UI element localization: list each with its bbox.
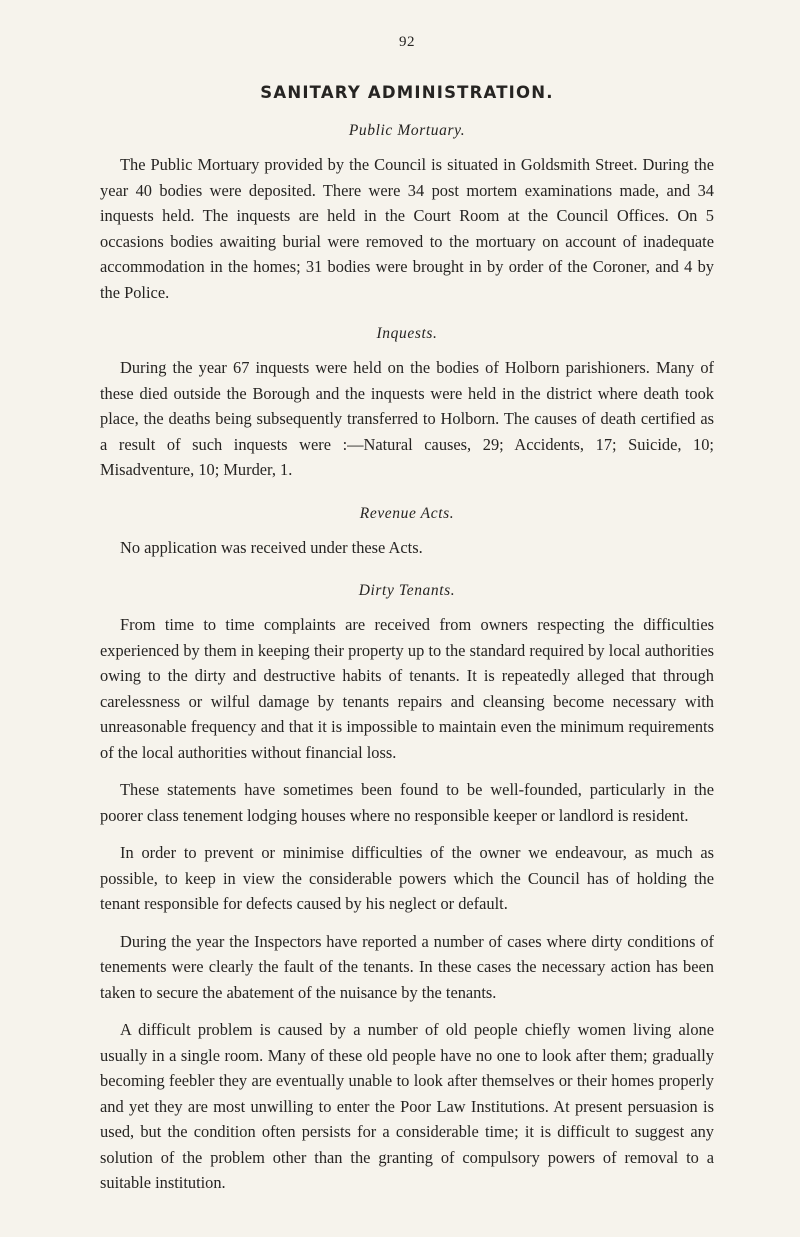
section-heading-dirty-tenants: Dirty Tenants. — [358, 582, 456, 599]
paragraph-dirty-tenants-2: These statements have sometimes been found to be well-founded, particularly in the poorer class tenement lodging houses where no responsible keeper or landlord is resident. — [100, 780, 714, 825]
paragraph-dirty-tenants-5: A difficult problem is caused by a number of old people chiefly women living alone usually in a single room. Many of these old people have no one to look after them; gradually becoming feebler they are eventually unable to look after themselves or their homes properly and yet they are most unwilling to enter the Poor Law Institutions. At present persuasion is used, but the condition often persists for a considerable time; it is difficult to suggest any solution of the problem other than the granting of compulsory powers of removal to a suitable institution. — [100, 1020, 714, 1192]
page-title: SANITARY ADMINISTRATION. — [260, 83, 554, 102]
paragraph-dirty-tenants-3: In order to prevent or minimise difficulties of the owner we endeavour, as much as possible, to keep in view the considerable powers which the Council has of holding the tenant responsible for defects caused by his neglect or default. — [100, 843, 714, 913]
section-heading-revenue-acts: Revenue Acts. — [359, 504, 455, 522]
paragraph-dirty-tenants-1: From time to time complaints are received from owners respecting the difficulties experienced by them in keeping their property up to the standard required by local authorities owing to the dirty and destructive habits of tenants. It is repeatedly alleged that through carelessness or wilful damage by tenants repairs and cleansing become necessary with unreasonable frequency and that it is impossible to maintain even the minimum requirements of the local authorities without financial loss. — [100, 615, 714, 762]
paragraph-revenue-acts: No application was received under these Acts. — [120, 537, 423, 557]
page-number: 92 — [399, 34, 415, 50]
paragraph-public-mortuary: The Public Mortuary provided by the Council is situated in Goldsmith Street. During the year 40 bodies were deposited. There were 34 post mortem examinations made, and 34 inquests held. The inquests are held in the Court Room at the Council Offices. On 5 occasions bodies awaiting burial were removed to the mortuary on account of inadequate accommodation in the homes; 31 bodies were brought in by order of the Coroner, and 4 by the Police. — [100, 155, 714, 302]
paragraph-dirty-tenants-4: During the year the Inspectors have reported a number of cases where dirty conditions of tenements were clearly the fault of the tenants. In these cases the necessary action has been taken to secure the abatement of the nuisance by the tenants. — [100, 931, 714, 1002]
paragraph-inquests: During the year 67 inquests were held on the bodies of Holborn parishioners. Many of these died outside the Borough and the inquests were held in the district where death took place, the deaths being subsequently transferred to Holborn. The causes of death certified as a result of such inquests were :—Natural causes, 29; Accidents, 17; Suicide, 10; Misadventure, 10; Murder, 1. — [100, 358, 714, 479]
section-heading-inquests: Inquests. — [376, 325, 438, 342]
section-heading-public-mortuary: Public Mortuary. — [348, 122, 466, 139]
